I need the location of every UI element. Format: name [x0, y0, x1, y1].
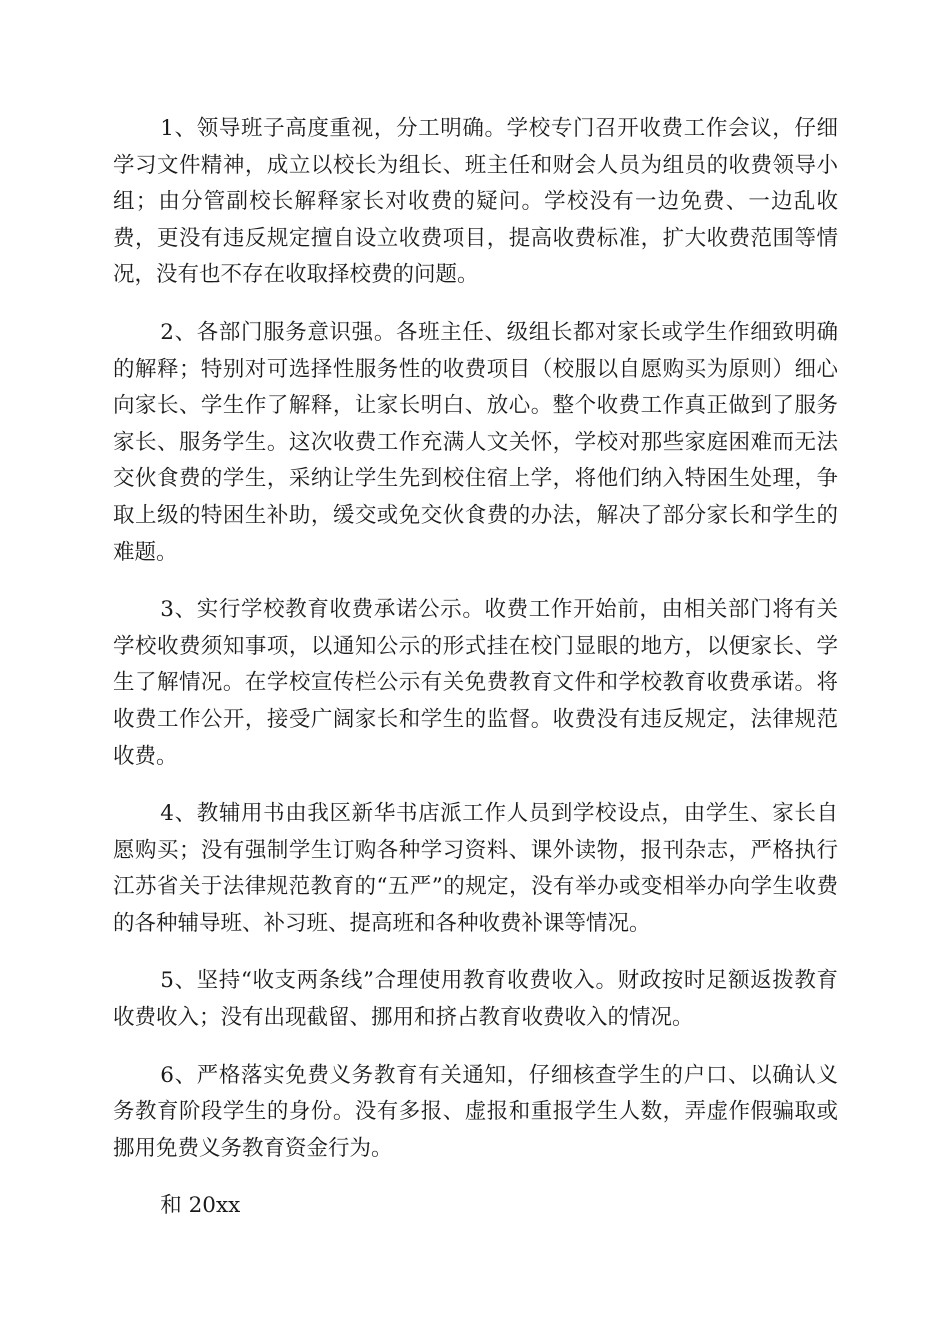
paragraph-3: 3、实行学校教育收费承诺公示。收费工作开始前，由相关部门将有关学校收费须知事项，以通知公示的形式挂在校门显眼的地方，以便家长、学生了解情况。在学校宣传栏公示有关免费教育文件和学校教育收费承诺。将收费工作公开，接受广阔家长和学生的监督。收费没有违反规定，法律规范收费。: [113, 597, 838, 769]
paragraph-1: 1、领导班子高度重视，分工明确。学校专门召开收费工作会议，仔细学习文件精神，成立以校长为组长、班主任和财会人员为组员的收费领导小组；由分管副校长解释家长对收费的疑问。学校没有一边免费、一边乱收费，更没有违反规定擅自设立收费项目，提高收费标准，扩大收费范围等情况，没有也不存在收取择校费的问题。: [113, 116, 838, 288]
paragraph-5: 5、坚持“收支两条线”合理使用教育收费收入。财政按时足额返拨教育收费收入；没有出现截留、挪用和挤占教育收费收入的情况。: [113, 968, 838, 1031]
paragraph-4: 4、教辅用书由我区新华书店派工作人员到学校设点，由学生、家长自愿购买；没有强制学生订购各种学习资料、课外读物，报刊杂志，严格执行江苏省关于法律规范教育的“五严”的规定，没有举办或变相举办向学生收费的各种辅导班、补习班、提高班和各种收费补课等情况。: [113, 801, 838, 936]
paragraph-2: 2、各部门服务意识强。各班主任、级组长都对家长或学生作细致明确的解释；特别对可选择性服务性的收费项目（校服以自愿购买为原则）细心向家长、学生作了解释，让家长明白、放心。整个收费工作真正做到了服务家长、服务学生。这次收费工作充满人文关怀，学校对那些家庭困难而无法交伙食费的学生，采纳让学生先到校住宿上学，将他们纳入特困生处理，争取上级的特困生补助，缓交或免交伙食费的办法，解决了部分家长和学生的难题。: [113, 319, 838, 565]
document-body: [113, 111, 838, 1225]
paragraph-6: 6、严格落实免费义务教育有关通知，仔细核查学生的户口、以确认义务教育阶段学生的身份。没有多报、虚报和重报学生人数，弄虚作假骗取或挪用免费义务教育资金行为。: [113, 1062, 838, 1161]
paragraph-7: 和 20xx: [160, 1193, 241, 1219]
